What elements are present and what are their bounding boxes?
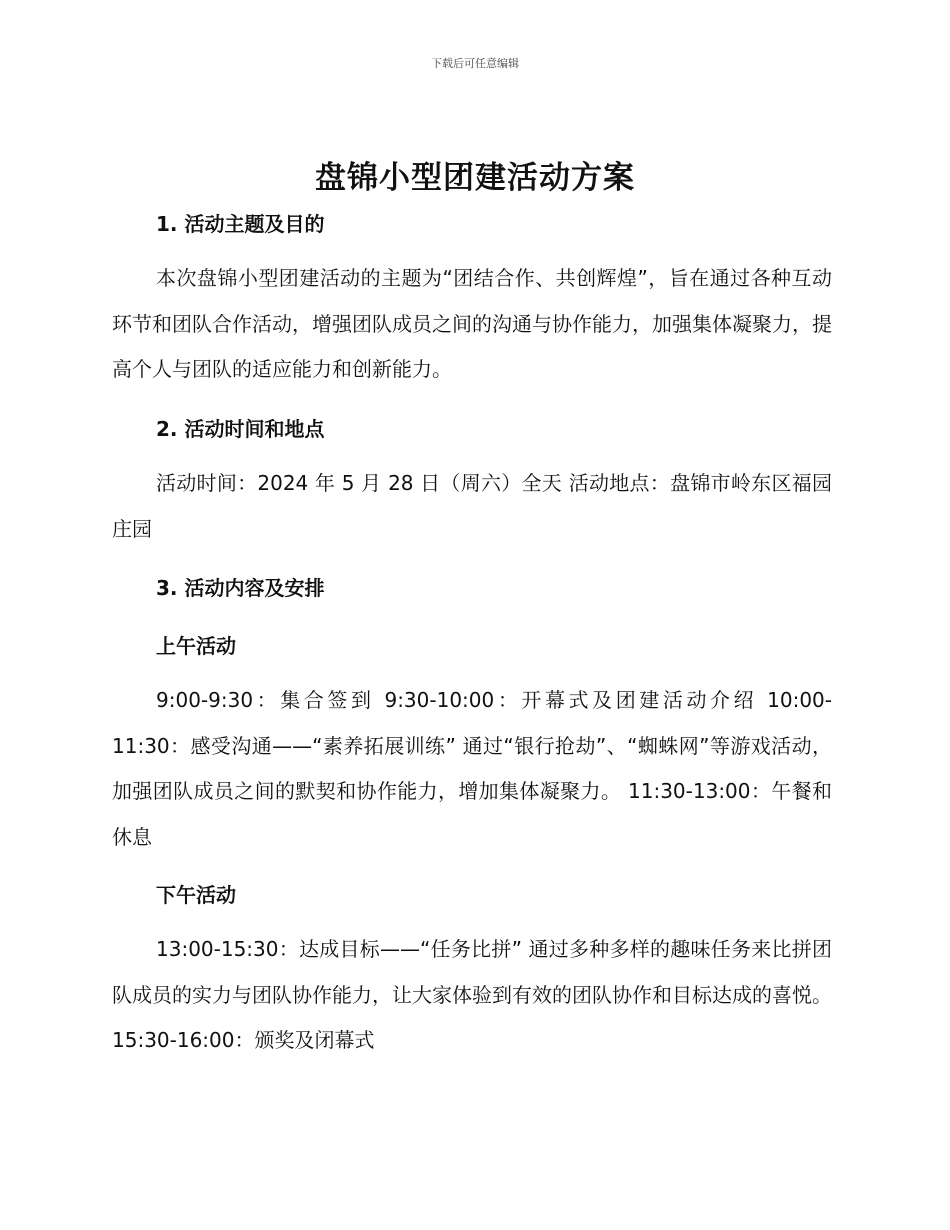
morning-heading: 上午活动 [156, 634, 236, 658]
section1-body: 本次盘锦小型团建活动的主题为“团结合作、共创辉煌”，旨在通过各种互动环节和团队合作活动，增强团队成员之间的沟通与协作能力，加强集体凝聚力，提高个人与团队的适应能力和创新能力。 [112, 266, 832, 381]
afternoon-body: 13:00-15:30：达成目标——“任务比拼” 通过多种多样的趣味任务来比拼团队成员的实力与团队协作能力，让大家体验到有效的团队协作和目标达成的喜悦。 15:30-16:00：颁奖及闭幕式 [112, 937, 832, 1052]
section2-body: 活动时间：2024 年 5 月 28 日（周六）全天 活动地点：盘锦市岭东区福园庄园 [112, 471, 832, 541]
morning-body: 9:00-9:30：集合签到 9:30-10:00：开幕式及团建活动介绍 10:00-11:30：感受沟通——“素养拓展训练” 通过“银行抢劫”、“蜘蛛网”等游戏活动，加强团队成员之间的默契和协作能力，增加集体凝聚力。 11:30-13:00：午餐和休息 [112, 688, 832, 849]
afternoon-heading: 下午活动 [156, 883, 236, 907]
page-title: 盘锦小型团建活动方案 [315, 160, 635, 196]
section2-heading: 2. 活动时间和地点 [156, 417, 325, 441]
header-note: 下载后可任意编辑 [431, 57, 519, 70]
section3-heading: 3. 活动内容及安排 [156, 576, 325, 600]
section1-heading: 1. 活动主题及目的 [156, 212, 325, 236]
